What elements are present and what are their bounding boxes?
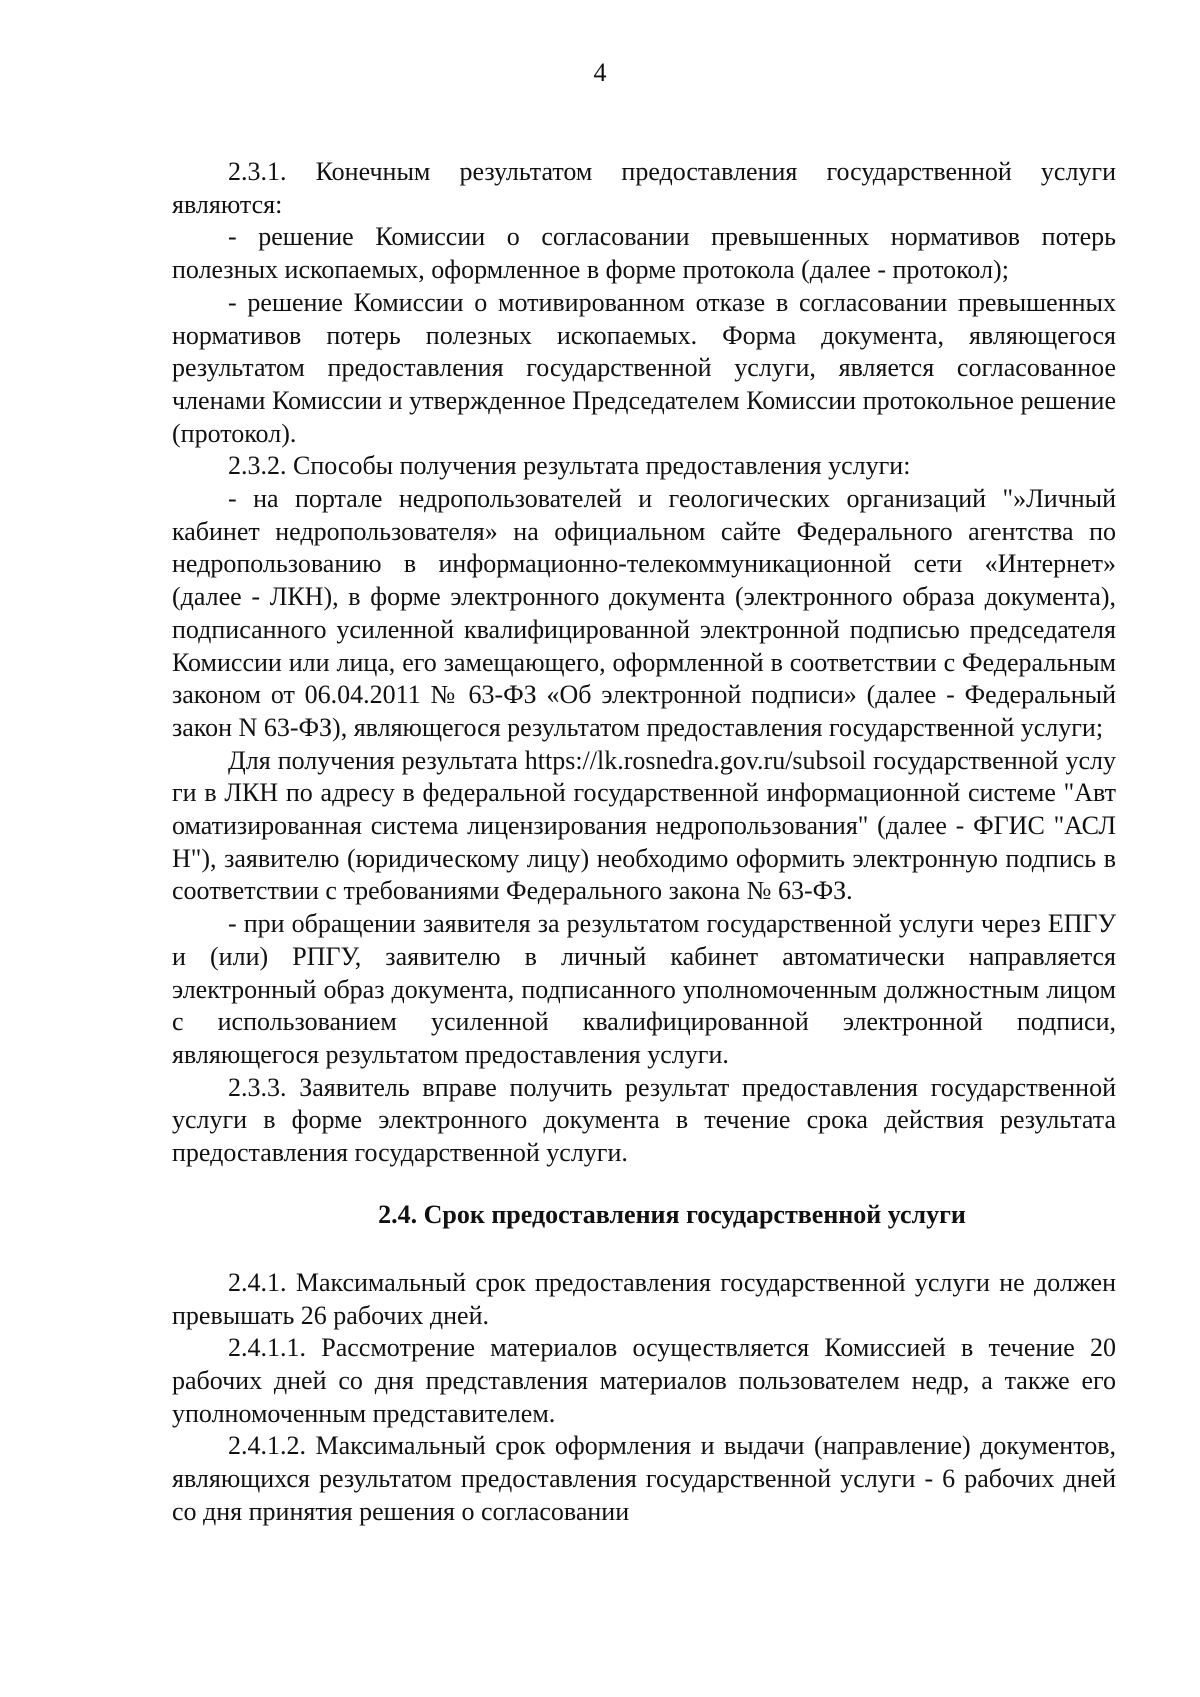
paragraph-2-3-2: 2.3.2. Способы получения результата предоставления услуги: xyxy=(228,451,911,481)
paragraph-epgu-method: - при обращении заявителя за результатом государственной услуги через ЕПГУ и (или) РПГУ, заявителю в личный кабинет автоматически направляется электронный образ документа, подписанного уполномоченным должностным лицом с использованием усиленной квалифицированной электронной подписи, являющегося результатом предоставления услуги. xyxy=(172,909,1116,1069)
paragraph-portal-method: - на портале недропользователей и геологических организаций "»Личный кабинет недропользователя» на официальном сайте Федерального агентства по недропользованию в информационно-телекоммуникационной сети «Интернет» (далее - ЛКН), в форме электронного документа (электронного образа документа), подписанного усиленной квалифицированной электронной подписью председателя Комиссии или лица, его замещающего, оформленной в соответствии с Федеральным законом от 06.04.2011 № 63-ФЗ «Об электронной подписи» (далее - Федеральный закон N 63-ФЗ), являющегося результатом предоставления государственной услуги; xyxy=(172,484,1116,742)
paragraph-2-4-1: 2.4.1. Максимальный срок предоставления государственной услуги не должен превышать 26 рабочих дней. xyxy=(172,1267,1116,1330)
paragraph-2-3-3: 2.3.3. Заявитель вправе получить результат предоставления государственной услуги в форме электронного документа в течение срока действия результата предоставления государственной услуги. xyxy=(172,1072,1116,1168)
paragraph-2-4-1-2: 2.4.1.2. Максимальный срок оформления и выдачи (направление) документов, являющихся результатом предоставления государственной услуги - 6 рабочих дней со дня принятия решения о согласовании xyxy=(172,1431,1116,1526)
page-number: 4 xyxy=(593,58,607,87)
paragraph-lkn-access: Для получения результата https://lk.rosnedra.gov.ru/subsoil государственной услуги в ЛКН по адресу в федеральной государственной информационной системе "Автоматизированная система лицензирования недропользования" (далее - ФГИС "АСЛН"), заявителю (юридическому лицу) необходимо оформить электронную подпись в соответствии с требованиями Федерального закона № 63-ФЗ. xyxy=(172,745,1116,906)
paragraph-2-4-1-1: 2.4.1.1. Рассмотрение материалов осуществляется Комиссией в течение 20 рабочих дней со дня представления материалов пользователем недр, а также его уполномоченным представителем. xyxy=(172,1333,1116,1428)
paragraph-2-3-1: 2.3.1. Конечным результатом предоставления государственной услуги являются: xyxy=(172,157,1116,219)
paragraph-decision-refusal: - решение Комиссии о мотивированном отказе в согласовании превышенных нормативов потерь полезных ископаемых. Форма документа, являющегося результатом предоставления государственной услуги, является согласованное членами Комиссии и утвержденное Председателем Комиссии протокольное решение (протокол). xyxy=(172,287,1116,448)
paragraph-decision-approval: - решение Комиссии о согласовании превышенных нормативов потерь полезных ископаемых, оформленное в форме протокола (далее - протокол); xyxy=(172,222,1116,285)
section-heading: 2.4. Срок предоставления государственной услуги xyxy=(378,1199,966,1229)
document-body xyxy=(172,156,1116,1528)
